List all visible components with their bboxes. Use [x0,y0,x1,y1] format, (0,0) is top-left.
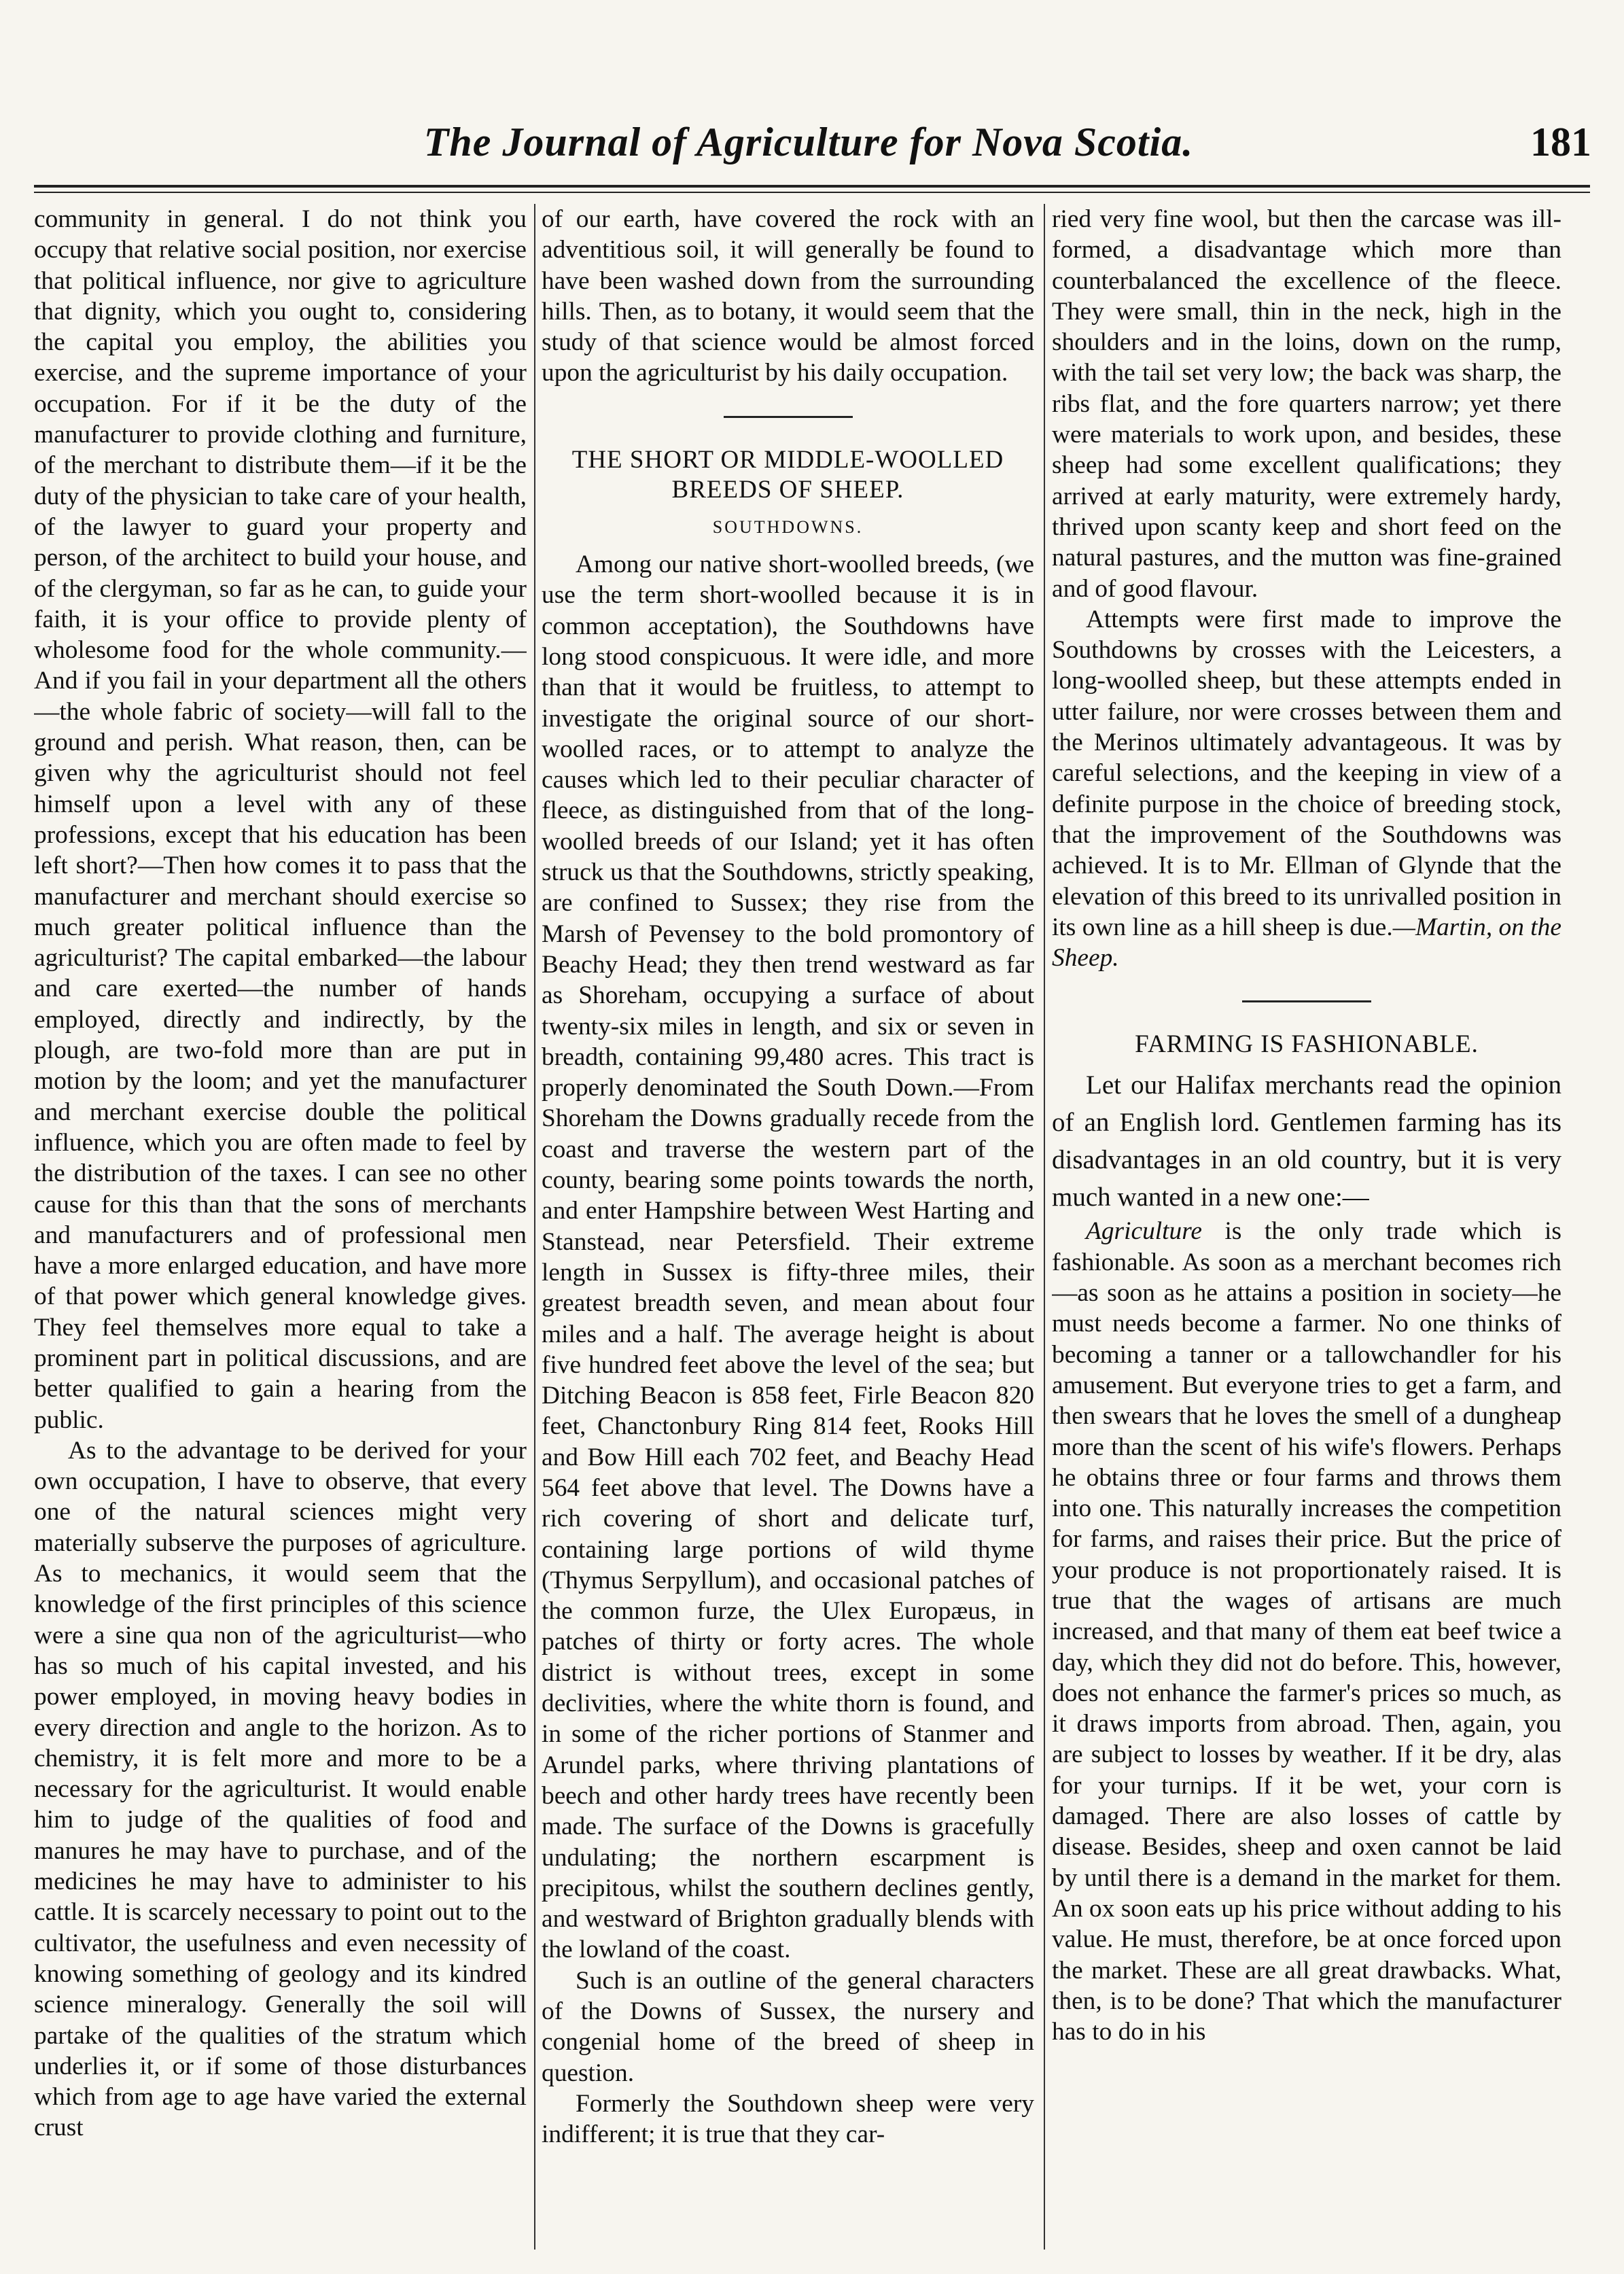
masthead [20,119,1597,180]
journal-title: The Journal of Agriculture for Nova Scotia. [423,120,1194,164]
col3-paragraph-3: Let our Halifax merchants read the opinion of an English lord. Gentlemen farming has its disadvantages in an old country, but it is very much wanted in a new one:— [1052,1070,1561,1212]
column-2 [542,204,1034,2250]
col3-paragraph-4-text: is the only trade which is fashionable. As soon as a merchant becomes rich—as soon as he attains a position in society—he must needs become a farmer. No one thinks of becoming a tanner or a tallowchandler for his amusement. But everyone tries to get a farm, and then swears that he loves the smell of a dungheap more than the scent of his wife's flowers. Perhaps he obtains three or four farms and throws them into one. This naturally increases the competition for farms, and raises their price. But the price of your produce is not proportionately raised. It is true that the wages of artisans are much increased, and that many of them eat beef twice a day, which they did not do before. This, however, does not enhance the farmer's prices so much, as it draws imports from abroad. Then, again, you are subject to losses by weather. If it be dry, alas for your turnips. If it be wet, your corn is damaged. There are also losses of cattle by disease. Besides, sheep and oxen cannot be laid by until there is a demand in the market for them. An ox soon eats up his price without adding to his value. He must, therefore, be at once forced upon the market. These are all great drawbacks. What, then, is to be done? That which the manufacturer has to do in his [1052,1217,1561,2046]
column-divider-1 [534,204,535,2250]
col3-paragraph-4-lead: Agriculture [1086,1217,1202,1246]
col2-paragraph-1: of our earth, have covered the rock with an adventitious soil, it will generally be found to have been washed down from the surrounding hills. Then, as to botany, it would seem that the study of that science would be almost forced upon the agriculturist by his daily occupation. [542,205,1034,387]
col2-paragraph-3: Such is an outline of the general characters of the Downs of Sussex, the nursery and congenial home of the breed of sheep in question. [542,1966,1034,2087]
header-rule-secondary [34,192,1590,193]
article-heading-sheep: THE SHORT OR MIDDLE-WOOLLED BREEDS OF SHEEP. [571,445,1004,504]
col3-paragraph-2 [1052,604,1561,974]
column-divider-2 [1044,204,1045,2250]
section-separator-2 [1242,1000,1371,1002]
header-rule [34,185,1590,188]
article-heading-farming: FARMING IS FASHIONABLE. [1135,1030,1479,1059]
col3-paragraph-2-text: Attempts were first made to improve the Southdowns by crosses with the Leicesters, a long-woolled sheep, but these attempts ended in utter failure, nor were crosses between them and the Merinos ultimately advantageous. It was by careful selections, and the keeping in view of a definite purpose in the choice of breeding stock, that the improvement of the Southdowns was achieved. It is to Mr. Ellman of Glynde that the elevation of this breed to its unrivalled position in its own line as a hill sheep is due. [1052,605,1561,941]
col1-paragraph-2: As to the advantage to be derived for your own occupation, I have to observe, that every one of the natural sciences might very materially subserve the purposes of agriculture. As to mechanics, it would seem that the knowledge of the first principles of this science were a sine qua non of the agriculturist—who has so much of his capital invested, and his power employed, in moving heavy bodies in every direction and angle to the horizon. As to chemistry, it is felt more and more to be a necessary for the agriculturist. It would enable him to judge of the qualities of food and manures he may have to purchase, and of the medicines he may have to administer to his cattle. It is scarcely necessary to point out to the cultivator, the usefulness and even necessity of knowing something of geology and its kindred science mineralogy. Generally the soil will partake of the qualities of the stratum which underlies it, or if some of those disturbances which from age to age have varied the external crust [34,1436,527,2142]
column-3 [1052,204,1561,2250]
article-subheading-southdowns: SOUTHDOWNS. [712,517,864,537]
col2-paragraph-4: Formerly the Southdown sheep were very indifferent; it is true that they car- [542,2089,1034,2149]
section-separator [724,416,853,418]
col2-paragraph-2: Among our native short-woolled breeds, (we use the term short-woolled because it is in common acceptation), the Southdowns have long stood conspicuous. It were idle, and more than that it would be fruitless, to attempt to investigate the original source of our short-woolled races, or to attempt to analyze the causes which led to their peculiar character of fleece, as distinguished from that of the long-woolled breeds of our Island; yet it has often struck us that the Southdowns, strictly speaking, are confined to Sussex; they rise from the Marsh of Pevensey to the bold promontory of Beachy Head; they then trend westward as far as Shoreham, occupying a surface of about twenty-six miles in length, and six or seven in breadth, containing 99,480 acres. This tract is properly denominated the South Down.—From Shoreham the Downs gradually recede from the coast and traverse the western part of the county, bearing some points towards the north, and enter Hampshire between West Harting and Stanstead, near Petersfield. Their extreme length in Sussex is fifty-three miles, their greatest breadth seven, and mean about four miles and a half. The average height is about five hundred feet above the level of the sea; but Ditching Beacon is 858 feet, Firle Beacon 820 feet, Chanctonbury Ring 814 feet, Rooks Hill and Bow Hill each 702 feet, and Beachy Head 564 feet above that level. The Downs have a rich covering of short and delicate turf, containing large portions of wild thyme (Thymus Serpyllum), and occasional patches of the common furze, the Ulex Europæus, in patches of thirty or forty acres. The whole district is without trees, except in some declivities, where the white thorn is found, and in some of the richer portions of Stanmer and Arundel parks, where thriving plantations of beech and other hardy trees have recently been made. The surface of the Downs is gracefully undulating; the northern escarpment is precipitous, whilst the southern declines gently, and westward of Brighton gradually blends with the lowland of the coast. [542,550,1034,1964]
col1-paragraph-1: community in general. I do not think you occupy that relative social position, nor exercise that political influence, nor give to agriculture that dignity, which you ought to, considering the capital you employ, the abilities you exercise, and the supreme importance of your occupation. For if it be the duty of the manufacturer to provide clothing and furniture, of the merchant to distribute them—if it be the duty of the physician to take care of your health, of the lawyer to guard your property and person, of the architect to build your house, and of the clergyman, so far as he can, to guide your faith, it is your office to provide plenty of wholesome food for the whole community.—And if you fail in your department all the others—the whole fabric of society—will fall to the ground and perish. What reason, then, can be given why the agriculturist should not feel himself upon a level with any of these professions, except that his education has been left short?—Then how comes it to pass that the manufacturer and merchant should exercise so much greater political influence than the agriculturist? The capital embarked—the labour and care exerted—the number of hands employed, directly and indirectly, by the plough, are two-fold more than are put in motion by the loom; and yet the manufacturer and merchant exercise double the political influence, which you are often made to feel by the distribution of the taxes. I can see no other cause for this than that the sons of merchants and manufacturers and of professional men have a more enlarged education, and have more of that power which general knowledge gives. They feel themselves more equal to take a prominent part in political discussions, and are better qualified to gain a hearing from the public. [34,205,527,1434]
source-attribution: —Martin, on the Sheep. [1052,913,1561,973]
page-number: 181 [1530,120,1591,164]
col3-paragraph-1: ried very fine wool, but then the carcase was ill-formed, a disadvantage which more than counterbalanced the excellence of the fleece. They were small, thin in the neck, high in the shoulders and in the loins, down on the rump, with the tail set very low; the back was sharp, the ribs flat, and the fore quarters narrow; yet there were materials to work upon, and besides, these sheep had some excellent qualifications; they arrived at early maturity, were extremely hardy, thrived upon scanty keep and short feed on the natural pastures, and the mutton was fine-grained and of good flavour. [1052,205,1561,603]
col3-paragraph-4 [1052,1216,1561,2047]
column-1 [34,204,527,2250]
